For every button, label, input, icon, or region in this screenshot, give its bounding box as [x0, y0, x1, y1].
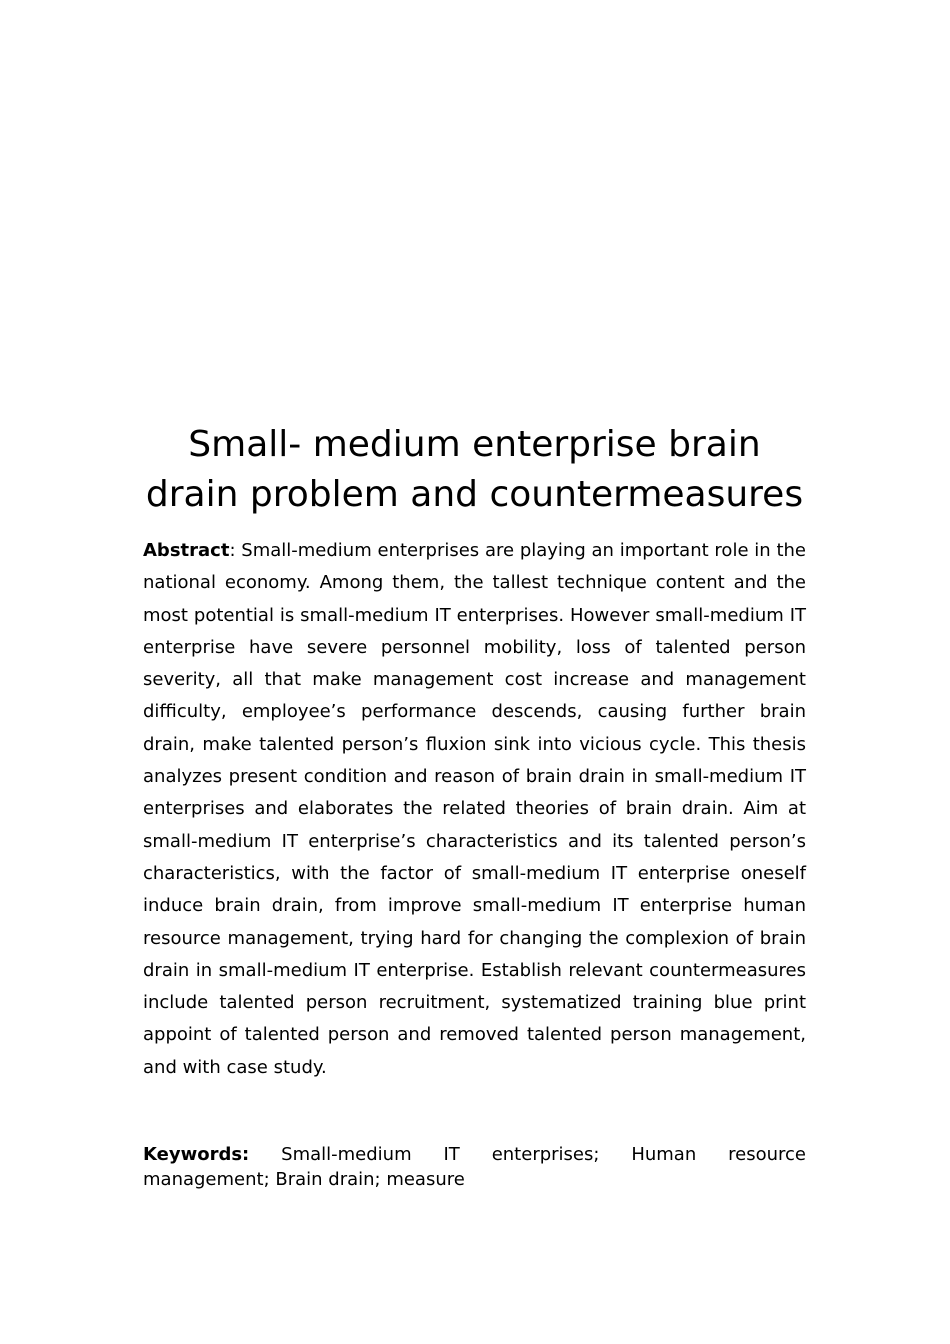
abstract-text: Small-medium enterprises are playing an important role in the national economy. Among them, the tallest technique content and the most potential is small-medium IT enterprises. However small-medium IT enterprise have severe personnel mobility, loss of talented person severity, all that make management cost increase and management difficulty, employee’s performance descends, causing further brain drain, make talented person’s fluxion sink into vicious cycle. This thesis analyzes present condition and reason of brain drain in small-medium IT enterprises and elaborates the related theories of brain drain. Aim at small-medium IT enterprise’s characteristics and its talented person’s characteristics, with the factor of small-medium IT enterprise oneself induce brain drain, from improve small-medium IT enterprise human resource management, trying hard for changing the complexion of brain drain in small-medium IT enterprise. Establish relevant countermeasures include talented person recruitment, systematized training blue print appoint of talented person and removed talented person management, and with case study.: [143, 540, 806, 1078]
keywords-paragraph: [143, 1142, 806, 1192]
keywords-text: Small-medium IT enterprises; Human resource management; Brain drain; measure: [143, 1144, 806, 1191]
abstract-paragraph: [143, 535, 806, 1084]
abstract-label: Abstract: [143, 540, 230, 561]
document-page: [143, 420, 806, 1192]
keywords-label: Keywords:: [143, 1144, 250, 1166]
abstract-separator: :: [229, 540, 236, 561]
page-title: Small- medium enterprise brain drain problem and countermeasures: [145, 424, 804, 515]
